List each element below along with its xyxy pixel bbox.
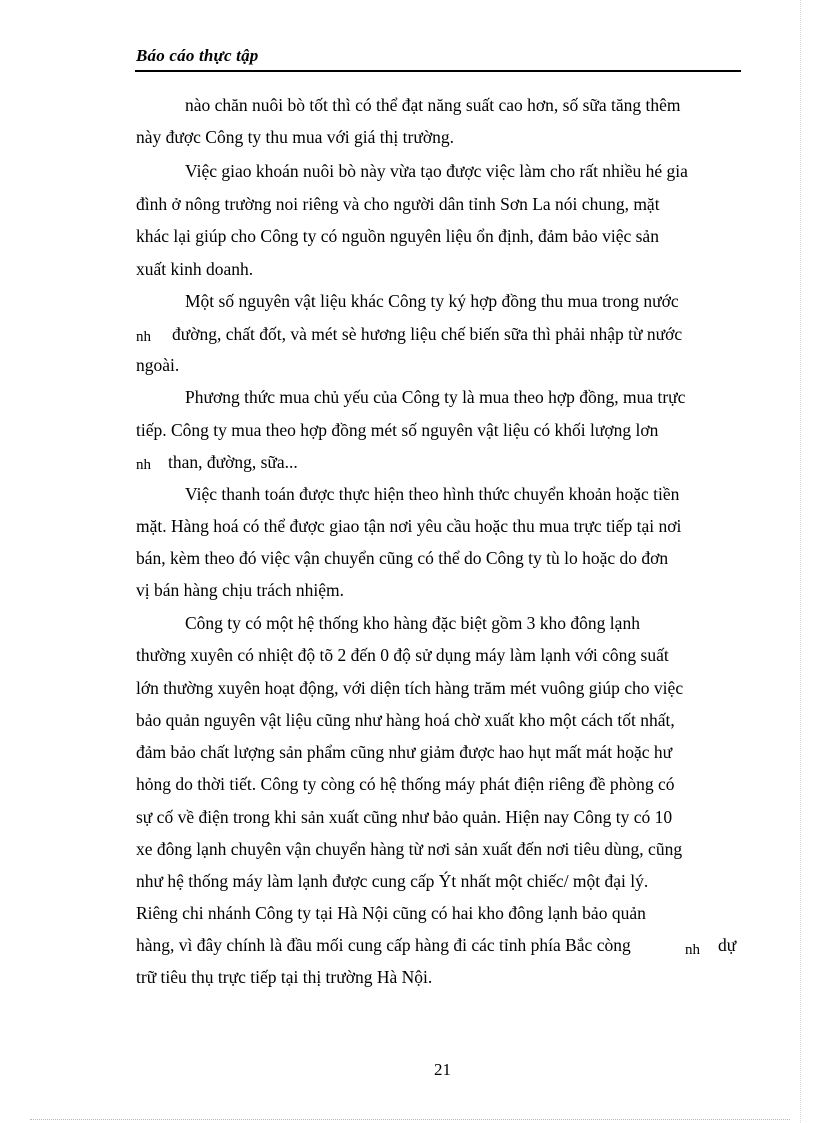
body-line: dự — [718, 935, 737, 955]
body-line: đường, chất đốt, và mét sè hương liệu chế biến sữa thì phải nhập từ nước — [172, 324, 683, 344]
body-line: thường xuyên có nhiệt độ tõ 2 đến 0 độ sử dụng máy làm lạnh với công suất — [136, 645, 669, 665]
page-header-title: Báo cáo thực tập — [136, 46, 259, 65]
body-line: khác lại giúp cho Công ty có nguồn nguyên liệu ổn định, đảm bảo việc sản — [136, 226, 659, 246]
page-right-edge — [800, 0, 801, 1123]
body-line: Phương thức mua chủ yếu của Công ty là mua theo hợp đồng, mua trực — [185, 387, 686, 407]
body-line: hàng, vì đây chính là đầu mối cung cấp hàng đi các tỉnh phía Bắc còng — [136, 935, 631, 955]
body-line: Riêng chi nhánh Công ty tại Hà Nội cũng có hai kho đông lạnh bảo quản — [136, 903, 646, 923]
body-line: sự cố về điện trong khi sản xuất cũng như bảo quản. Hiện nay Công ty có 10 — [136, 807, 673, 827]
body-line: than, đường, sữa... — [168, 452, 298, 472]
body-line: như hệ thống máy làm lạnh được cung cấp Ýt nhất một chiếc/ một đại lý. — [136, 871, 649, 891]
body-line: Việc giao khoán nuôi bò này vừa tạo được việc làm cho rất nhiều hé gia — [185, 161, 688, 181]
body-line: vị bán hàng chịu trách nhiệm. — [136, 580, 344, 600]
body-line: Một số nguyên vật liệu khác Công ty ký hợp đồng thu mua trong nước — [185, 291, 679, 311]
body-line: lớn thường xuyên hoạt động, với diện tích hàng trăm mét vuông giúp cho việc — [136, 678, 684, 698]
body-line: đảm bảo chất lượng sản phẩm cũng như giảm được hao hụt mất mát hoặc hư — [136, 742, 673, 762]
body-line: xuất kinh doanh. — [136, 259, 254, 279]
body-line: nào chăn nuôi bò tốt thì có thể đạt năng suất cao hơn, số sữa tăng thêm — [185, 95, 681, 115]
stray-fragment: nh — [136, 329, 151, 345]
body-line: xe đông lạnh chuyên vận chuyển hàng từ nơi sản xuất đến nơi tiêu dùng, cũng — [136, 839, 683, 859]
body-line: Công ty có một hệ thống kho hàng đặc biệt gồm 3 kho đông lạnh — [185, 613, 640, 633]
page-number: 21 — [434, 1060, 451, 1079]
stray-fragment: nh — [136, 457, 151, 473]
body-line: Việc thanh toán được thực hiện theo hình thức chuyển khoản hoặc tiền — [185, 484, 680, 504]
header-divider — [135, 70, 741, 72]
body-line: ngoài. — [136, 355, 180, 375]
body-line: trữ tiêu thụ trực tiếp tại thị trường Hà Nội. — [136, 967, 433, 987]
body-line: đình ở nông trường noi riêng và cho người dân tỉnh Sơn La nói chung, mặt — [136, 194, 660, 214]
body-line: tiếp. Công ty mua theo hợp đồng mét số nguyên vật liệu có khối lượng lơn — [136, 420, 659, 440]
page-bottom-edge — [30, 1119, 790, 1120]
body-line: bán, kèm theo đó việc vận chuyển cũng có thể do Công ty tù lo hoặc do đơn — [136, 548, 669, 568]
body-line: hỏng do thời tiết. Công ty còng có hệ thống máy phát điện riêng đề phòng có — [136, 774, 675, 794]
body-line: này được Công ty thu mua với giá thị trường. — [136, 127, 454, 147]
stray-fragment: nh — [685, 942, 700, 958]
body-line: mặt. Hàng hoá có thể được giao tận nơi yêu cầu hoặc thu mua trực tiếp tại nơi — [136, 516, 682, 536]
body-line: bảo quản nguyên vật liệu cũng như hàng hoá chờ xuất kho một cách tốt nhất, — [136, 710, 675, 730]
